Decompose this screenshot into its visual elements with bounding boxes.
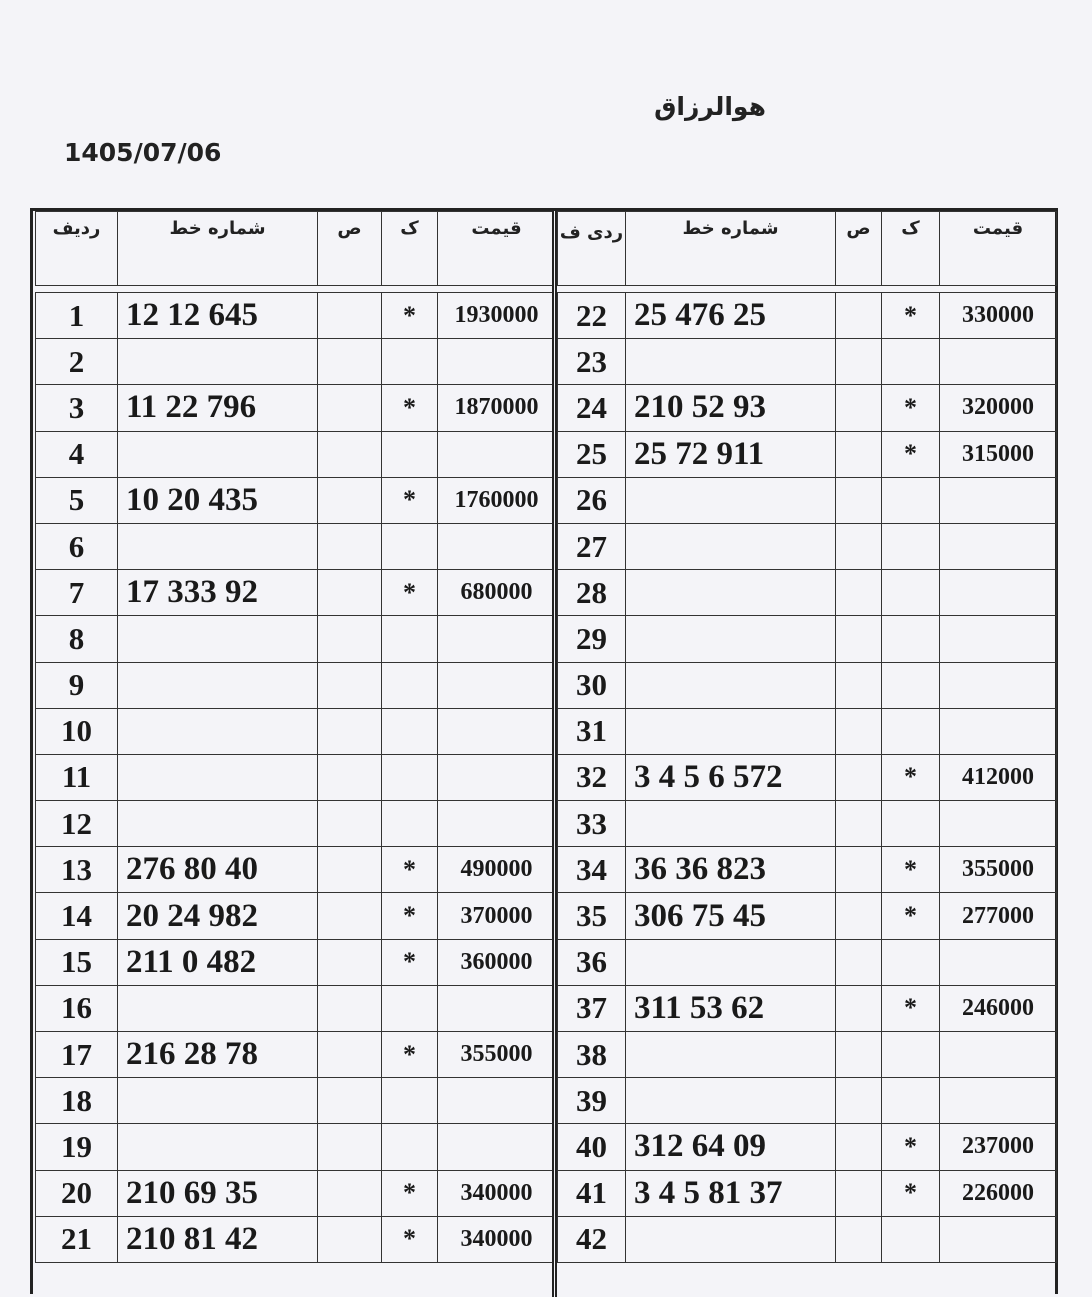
row-number: 7 [36, 570, 118, 616]
left-table [35, 211, 556, 1263]
price-cell [940, 477, 1057, 523]
line-number: 25 476 25 [626, 293, 836, 339]
line-number [118, 431, 318, 477]
line-number: 3 4 5 81 37 [626, 1170, 836, 1216]
cell-s [836, 523, 882, 569]
cell-s [318, 431, 382, 477]
price-cell: 315000 [940, 431, 1057, 477]
price-cell: 355000 [940, 847, 1057, 893]
line-number [626, 708, 836, 754]
cell-s [836, 708, 882, 754]
cell-k [382, 754, 438, 800]
row-number: 19 [36, 1124, 118, 1170]
row-number: 38 [558, 1032, 626, 1078]
header-radif: ردی ف [558, 212, 626, 286]
table-row [36, 293, 556, 339]
table-row [558, 662, 1057, 708]
table-row [558, 293, 1057, 339]
cell-s [318, 662, 382, 708]
price-cell: 1930000 [438, 293, 556, 339]
cell-k [382, 523, 438, 569]
table-row [558, 754, 1057, 800]
cell-k: * [882, 893, 940, 939]
price-cell: 340000 [438, 1216, 556, 1262]
line-number [626, 570, 836, 616]
cell-k [382, 616, 438, 662]
row-number: 40 [558, 1124, 626, 1170]
line-number [626, 523, 836, 569]
line-number [626, 616, 836, 662]
cell-s [836, 1170, 882, 1216]
cell-k: * [382, 570, 438, 616]
table-row [36, 1216, 556, 1262]
row-number: 42 [558, 1216, 626, 1262]
table-row [36, 893, 556, 939]
line-number [626, 939, 836, 985]
line-number [118, 754, 318, 800]
line-number [118, 1124, 318, 1170]
cell-s [318, 1216, 382, 1262]
cell-s [836, 385, 882, 431]
row-number: 4 [36, 431, 118, 477]
line-number [626, 801, 836, 847]
table-row [36, 708, 556, 754]
line-number: 211 0 482 [118, 939, 318, 985]
table-row [36, 616, 556, 662]
line-number [118, 1078, 318, 1124]
cell-s [836, 477, 882, 523]
line-number: 17 333 92 [118, 570, 318, 616]
row-number: 6 [36, 523, 118, 569]
cell-s [836, 1216, 882, 1262]
row-number: 23 [558, 339, 626, 385]
row-number: 28 [558, 570, 626, 616]
line-number [626, 1032, 836, 1078]
price-cell: 246000 [940, 985, 1057, 1031]
cell-s [836, 293, 882, 339]
price-cell: 320000 [940, 385, 1057, 431]
cell-s [318, 847, 382, 893]
cell-s [318, 293, 382, 339]
cell-k: * [882, 293, 940, 339]
cell-k [882, 662, 940, 708]
line-number: 10 20 435 [118, 477, 318, 523]
table-row [558, 523, 1057, 569]
table-row [558, 1124, 1057, 1170]
cell-k [382, 431, 438, 477]
header-radif: ردیف [36, 212, 118, 286]
line-number [626, 339, 836, 385]
cell-k: * [882, 985, 940, 1031]
left-table-body [36, 293, 556, 1263]
cell-s [836, 431, 882, 477]
cell-s [318, 523, 382, 569]
row-number: 15 [36, 939, 118, 985]
price-cell: 237000 [940, 1124, 1057, 1170]
right-table-body [558, 293, 1057, 1263]
price-cell: 370000 [438, 893, 556, 939]
table-row [558, 339, 1057, 385]
price-sheet [30, 208, 1058, 1294]
cell-k [882, 1216, 940, 1262]
cell-s [318, 1124, 382, 1170]
price-cell [940, 939, 1057, 985]
left-header-row [36, 212, 556, 286]
cell-s [318, 477, 382, 523]
price-cell: 360000 [438, 939, 556, 985]
price-cell [438, 1078, 556, 1124]
line-number: 36 36 823 [626, 847, 836, 893]
line-number: 210 81 42 [118, 1216, 318, 1262]
cell-s [836, 847, 882, 893]
table-row [36, 339, 556, 385]
table-row [558, 893, 1057, 939]
line-number [626, 662, 836, 708]
row-number: 27 [558, 523, 626, 569]
cell-k: * [382, 1170, 438, 1216]
table-row [36, 523, 556, 569]
cell-k: * [882, 1124, 940, 1170]
line-number: 276 80 40 [118, 847, 318, 893]
cell-k [882, 1032, 940, 1078]
line-number: 312 64 09 [626, 1124, 836, 1170]
cell-s [836, 939, 882, 985]
table-row [36, 1032, 556, 1078]
cell-s [318, 985, 382, 1031]
cell-k: * [882, 431, 940, 477]
cell-s [836, 985, 882, 1031]
line-number [118, 339, 318, 385]
row-number: 13 [36, 847, 118, 893]
price-cell [940, 1032, 1057, 1078]
cell-k: * [382, 847, 438, 893]
row-number: 17 [36, 1032, 118, 1078]
table-row [558, 477, 1057, 523]
row-number: 39 [558, 1078, 626, 1124]
table-row [36, 431, 556, 477]
line-number [118, 801, 318, 847]
row-number: 32 [558, 754, 626, 800]
cell-k [882, 939, 940, 985]
cell-s [318, 939, 382, 985]
price-cell [940, 801, 1057, 847]
document-date: 1405/07/06 [64, 138, 222, 167]
price-cell [438, 1124, 556, 1170]
table-row [36, 1078, 556, 1124]
table-row [558, 570, 1057, 616]
cell-k: * [382, 1032, 438, 1078]
line-number [626, 1216, 836, 1262]
cell-k [882, 570, 940, 616]
cell-k: * [382, 893, 438, 939]
table-row [36, 939, 556, 985]
price-cell [438, 662, 556, 708]
price-cell [438, 985, 556, 1031]
row-number: 34 [558, 847, 626, 893]
cell-s [318, 893, 382, 939]
cell-k: * [382, 385, 438, 431]
row-number: 21 [36, 1216, 118, 1262]
cell-k [382, 801, 438, 847]
header-gap [558, 286, 1057, 293]
line-number: 311 53 62 [626, 985, 836, 1031]
price-cell [940, 1216, 1057, 1262]
cell-s [836, 754, 882, 800]
row-number: 22 [558, 293, 626, 339]
price-cell [438, 708, 556, 754]
cell-k: * [882, 385, 940, 431]
price-cell: 1870000 [438, 385, 556, 431]
price-cell: 412000 [940, 754, 1057, 800]
cell-s [318, 616, 382, 662]
price-cell: 1760000 [438, 477, 556, 523]
price-cell [438, 754, 556, 800]
cell-k [382, 1124, 438, 1170]
cell-s [836, 1078, 882, 1124]
table-row [558, 1216, 1057, 1262]
row-number: 20 [36, 1170, 118, 1216]
cell-s [318, 754, 382, 800]
price-cell [438, 616, 556, 662]
table-row [36, 1124, 556, 1170]
table-row [36, 754, 556, 800]
price-cell: 340000 [438, 1170, 556, 1216]
row-number: 30 [558, 662, 626, 708]
row-number: 8 [36, 616, 118, 662]
cell-k [882, 801, 940, 847]
header-price: قیمت [940, 212, 1057, 286]
table-row [558, 801, 1057, 847]
line-number: 25 72 911 [626, 431, 836, 477]
row-number: 26 [558, 477, 626, 523]
line-number [118, 985, 318, 1031]
row-number: 16 [36, 985, 118, 1031]
price-cell: 680000 [438, 570, 556, 616]
table-row [558, 616, 1057, 662]
header-number: شماره خط [118, 212, 318, 286]
cell-k [382, 1078, 438, 1124]
line-number [118, 662, 318, 708]
cell-s [318, 1032, 382, 1078]
cell-s [836, 1124, 882, 1170]
price-cell [438, 431, 556, 477]
row-number: 18 [36, 1078, 118, 1124]
header-k: ک [882, 212, 940, 286]
table-row [558, 1170, 1057, 1216]
price-cell [940, 339, 1057, 385]
cell-k [382, 662, 438, 708]
cell-s [318, 385, 382, 431]
row-number: 29 [558, 616, 626, 662]
header-price: قیمت [438, 212, 556, 286]
row-number: 35 [558, 893, 626, 939]
table-row [36, 477, 556, 523]
cell-s [318, 708, 382, 754]
table-row [36, 801, 556, 847]
page-heading: هوالرزاق [654, 92, 766, 121]
cell-k [882, 1078, 940, 1124]
price-cell [940, 708, 1057, 754]
cell-s [836, 616, 882, 662]
line-number: 20 24 982 [118, 893, 318, 939]
table-row [36, 985, 556, 1031]
line-number: 216 28 78 [118, 1032, 318, 1078]
price-cell: 490000 [438, 847, 556, 893]
table-row [558, 939, 1057, 985]
line-number [626, 477, 836, 523]
cell-k [382, 708, 438, 754]
cell-s [318, 570, 382, 616]
header-s: ص [836, 212, 882, 286]
line-number [118, 523, 318, 569]
cell-k [882, 339, 940, 385]
cell-k: * [382, 293, 438, 339]
price-cell [940, 1078, 1057, 1124]
cell-k [382, 985, 438, 1031]
table-row [558, 985, 1057, 1031]
cell-k: * [882, 847, 940, 893]
cell-k: * [882, 1170, 940, 1216]
cell-s [318, 1170, 382, 1216]
cell-s [318, 1078, 382, 1124]
row-number: 11 [36, 754, 118, 800]
row-number: 41 [558, 1170, 626, 1216]
price-cell [940, 662, 1057, 708]
line-number [118, 616, 318, 662]
cell-s [836, 662, 882, 708]
row-number: 12 [36, 801, 118, 847]
line-number: 210 52 93 [626, 385, 836, 431]
price-cell [940, 616, 1057, 662]
row-number: 10 [36, 708, 118, 754]
row-number: 2 [36, 339, 118, 385]
cell-k: * [882, 754, 940, 800]
line-number: 3 4 5 6 572 [626, 754, 836, 800]
table-row [558, 1032, 1057, 1078]
cell-s [836, 893, 882, 939]
cell-k: * [382, 1216, 438, 1262]
cell-k [382, 339, 438, 385]
table-row [36, 385, 556, 431]
cell-s [318, 801, 382, 847]
price-cell [438, 339, 556, 385]
table-row [36, 570, 556, 616]
cell-k: * [382, 939, 438, 985]
table-row [558, 1078, 1057, 1124]
cell-k: * [382, 477, 438, 523]
line-number [626, 1078, 836, 1124]
row-number: 33 [558, 801, 626, 847]
cell-s [836, 801, 882, 847]
line-number: 11 22 796 [118, 385, 318, 431]
header-number: شماره خط [626, 212, 836, 286]
cell-s [836, 1032, 882, 1078]
right-table [557, 211, 1057, 1263]
header-gap [36, 286, 556, 293]
line-number: 210 69 35 [118, 1170, 318, 1216]
cell-s [318, 339, 382, 385]
row-number: 24 [558, 385, 626, 431]
table-row [36, 662, 556, 708]
header-k: ک [382, 212, 438, 286]
row-number: 1 [36, 293, 118, 339]
row-number: 5 [36, 477, 118, 523]
cell-s [836, 339, 882, 385]
line-number: 12 12 645 [118, 293, 318, 339]
price-cell: 330000 [940, 293, 1057, 339]
price-cell [940, 570, 1057, 616]
table-row [36, 1170, 556, 1216]
row-number: 3 [36, 385, 118, 431]
right-header-row [558, 212, 1057, 286]
row-number: 9 [36, 662, 118, 708]
price-cell [940, 523, 1057, 569]
cell-k [882, 616, 940, 662]
line-number [118, 708, 318, 754]
table-row [36, 847, 556, 893]
cell-k [882, 477, 940, 523]
table-row [558, 847, 1057, 893]
price-cell: 226000 [940, 1170, 1057, 1216]
cell-k [882, 523, 940, 569]
price-cell: 355000 [438, 1032, 556, 1078]
row-number: 37 [558, 985, 626, 1031]
price-cell: 277000 [940, 893, 1057, 939]
row-number: 36 [558, 939, 626, 985]
row-number: 31 [558, 708, 626, 754]
table-row [558, 708, 1057, 754]
row-number: 25 [558, 431, 626, 477]
row-number: 14 [36, 893, 118, 939]
table-row [558, 385, 1057, 431]
price-cell [438, 523, 556, 569]
price-cell [438, 801, 556, 847]
header-s: ص [318, 212, 382, 286]
cell-s [836, 570, 882, 616]
cell-k [882, 708, 940, 754]
table-row [558, 431, 1057, 477]
line-number: 306 75 45 [626, 893, 836, 939]
